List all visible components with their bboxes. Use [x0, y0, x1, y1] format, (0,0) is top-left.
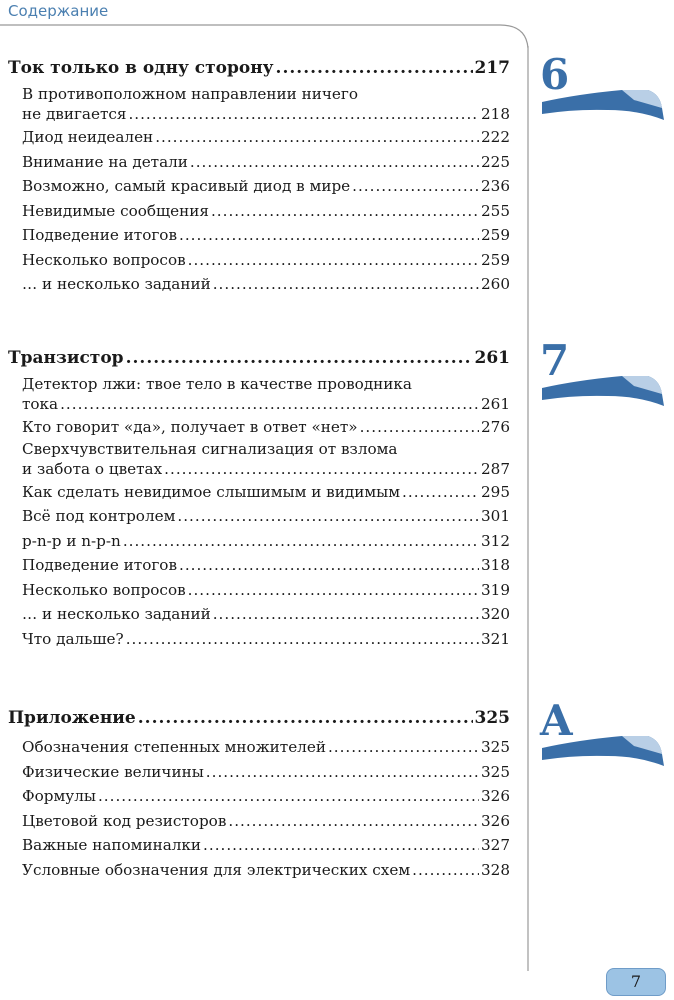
- toc-entry[interactable]: [8, 248, 510, 273]
- entry-page: 236: [481, 177, 510, 195]
- toc-entry[interactable]: [8, 480, 510, 505]
- leader-dots: [203, 833, 479, 858]
- toc-entry[interactable]: [8, 627, 510, 652]
- header-title: Содержание: [8, 2, 109, 20]
- chapter-tab-6[interactable]: [538, 50, 668, 130]
- toc-entry[interactable]: [8, 602, 510, 627]
- chapter-tab-appendix[interactable]: [538, 696, 668, 776]
- entry-page: 260: [481, 275, 510, 293]
- entry-page: 312: [481, 531, 510, 550]
- entry-page: 218: [481, 105, 510, 123]
- entry-title: p-n-p и n-p-n: [22, 531, 121, 550]
- entry-title: Подведение итогов: [22, 556, 177, 574]
- chapter-page: 325: [474, 708, 510, 728]
- toc-entry[interactable]: [8, 809, 510, 834]
- leader-dots: [211, 199, 479, 224]
- toc-entry[interactable]: [8, 553, 510, 578]
- entry-title: Условные обозначения для электрических схем: [22, 860, 411, 879]
- entry-title: … и несколько заданий: [22, 275, 211, 293]
- entry-title: Возможно, самый красивый диод в мире: [22, 177, 351, 195]
- leader-dots: [179, 223, 479, 248]
- swoosh-graphic: [538, 370, 668, 420]
- entry-page: 255: [481, 201, 510, 220]
- entry-title: Как сделать невидимое слышимым и видимым: [22, 482, 401, 501]
- toc-entry[interactable]: [8, 223, 510, 248]
- entry-title: Физические величины: [22, 762, 204, 781]
- leader-dots: [328, 735, 479, 760]
- entry-title: Внимание на детали: [22, 152, 188, 171]
- chapter-page: 261: [474, 348, 510, 368]
- leader-dots: [206, 760, 479, 785]
- toc-entry[interactable]: [8, 858, 510, 883]
- entry-title: Несколько вопросов: [22, 580, 186, 599]
- toc-entry[interactable]: [8, 784, 510, 809]
- chapter-title: Ток только в одну сторону: [8, 58, 274, 78]
- entry-title: Подведение итогов: [22, 226, 177, 244]
- leader-dots: [213, 272, 479, 297]
- leader-dots: [177, 504, 479, 529]
- leader-dots: [179, 553, 479, 578]
- toc-entry[interactable]: [8, 415, 510, 440]
- entry-title: Важные напоминалки: [22, 836, 202, 854]
- toc-entry[interactable]: [8, 578, 510, 603]
- toc-entry[interactable]: [8, 760, 510, 785]
- leader-dots: [126, 345, 473, 371]
- entry-title-line2: тока: [22, 395, 59, 413]
- toc-entry[interactable]: [8, 150, 510, 175]
- toc-entry[interactable]: [8, 199, 510, 224]
- entry-page: 321: [481, 629, 510, 648]
- leader-dots: [412, 858, 479, 883]
- leader-dots: [123, 529, 479, 554]
- entry-page: 276: [481, 418, 510, 436]
- toc-entry[interactable]: [8, 125, 510, 150]
- entry-title: Что дальше?: [22, 629, 124, 648]
- leader-dots: [188, 578, 479, 603]
- toc-entry[interactable]: [8, 272, 510, 297]
- swoosh-graphic: [538, 730, 668, 780]
- entry-page: 261: [481, 395, 510, 413]
- entry-page: 325: [481, 738, 510, 756]
- toc-entry[interactable]: [8, 440, 510, 480]
- entry-title: Невидимые сообщения: [22, 201, 209, 220]
- chapter-page: 217: [474, 58, 510, 78]
- leader-dots: [60, 394, 479, 415]
- entry-page: 259: [481, 250, 510, 269]
- entry-title: Всё под контролем: [22, 507, 176, 525]
- entry-page: 318: [481, 556, 510, 574]
- chapter-title-row[interactable]: [8, 705, 510, 731]
- chapter-title: Транзистор: [8, 348, 124, 368]
- entry-page: 301: [481, 507, 510, 525]
- toc-entry[interactable]: [8, 85, 510, 125]
- entry-page: 326: [481, 787, 510, 805]
- leader-dots: [98, 784, 479, 809]
- leader-dots: [276, 55, 473, 81]
- leader-dots: [360, 415, 479, 440]
- toc-entry[interactable]: [8, 375, 510, 415]
- entry-title: Кто говорит «да», получает в ответ «нет»: [22, 418, 358, 436]
- chapter-tab-label: 7: [540, 336, 570, 385]
- entry-page: 222: [481, 128, 510, 146]
- leader-dots: [126, 627, 479, 652]
- leader-dots: [228, 809, 479, 834]
- chapter-tab-label: 6: [540, 50, 570, 99]
- entry-title: Несколько вопросов: [22, 250, 186, 269]
- chapter-title-row[interactable]: [8, 345, 510, 371]
- leader-dots: [402, 480, 479, 505]
- toc-entry[interactable]: [8, 529, 510, 554]
- toc-entry[interactable]: [8, 174, 510, 199]
- toc-entry[interactable]: [8, 735, 510, 760]
- entry-title: Диод неидеален: [22, 128, 154, 146]
- chapter-tab-7[interactable]: [538, 336, 668, 416]
- toc-entry[interactable]: [8, 504, 510, 529]
- entry-page: 320: [481, 605, 510, 623]
- chapter-6: [8, 55, 510, 297]
- entry-title-line1: Детектор лжи: твое тело в качестве проводника: [22, 375, 412, 393]
- entry-title: Цветовой код резисторов: [22, 811, 227, 830]
- entry-title: Формулы: [22, 787, 96, 805]
- leader-dots: [190, 150, 479, 175]
- chapter-appendix: [8, 705, 510, 882]
- entry-title-line2: не двигается: [22, 105, 127, 123]
- leader-dots: [213, 602, 479, 627]
- entry-page: 319: [481, 580, 510, 599]
- chapter-7: [8, 345, 510, 651]
- entry-title-line1: Сверхчувствительная сигнализация от взлома: [22, 439, 398, 458]
- leader-dots: [155, 125, 479, 150]
- entry-page: 325: [481, 762, 510, 781]
- entry-page: 287: [481, 459, 510, 478]
- leader-dots: [164, 459, 479, 480]
- page-number-badge: 7: [606, 968, 666, 996]
- entry-title: … и несколько заданий: [22, 605, 211, 623]
- leader-dots: [138, 705, 473, 731]
- entry-page: 326: [481, 811, 510, 830]
- entry-title-line2: и забота о цветах: [22, 459, 163, 478]
- entry-title: Обозначения степенных множителей: [22, 738, 326, 756]
- chapter-title-row[interactable]: [8, 55, 510, 81]
- entry-page: 259: [481, 226, 510, 244]
- entry-page: 327: [481, 836, 510, 854]
- entry-page: 328: [481, 860, 510, 879]
- chapter-tab-label: A: [540, 696, 573, 745]
- entry-page: 225: [481, 152, 510, 171]
- entry-page: 295: [481, 482, 510, 501]
- chapter-title: Приложение: [8, 708, 136, 728]
- column-divider: [526, 46, 530, 976]
- entry-title-line1: В противоположном направлении ничего: [22, 85, 358, 103]
- swoosh-graphic: [538, 84, 668, 134]
- leader-dots: [352, 174, 479, 199]
- leader-dots: [188, 248, 479, 273]
- leader-dots: [128, 104, 479, 125]
- toc-entry[interactable]: [8, 833, 510, 858]
